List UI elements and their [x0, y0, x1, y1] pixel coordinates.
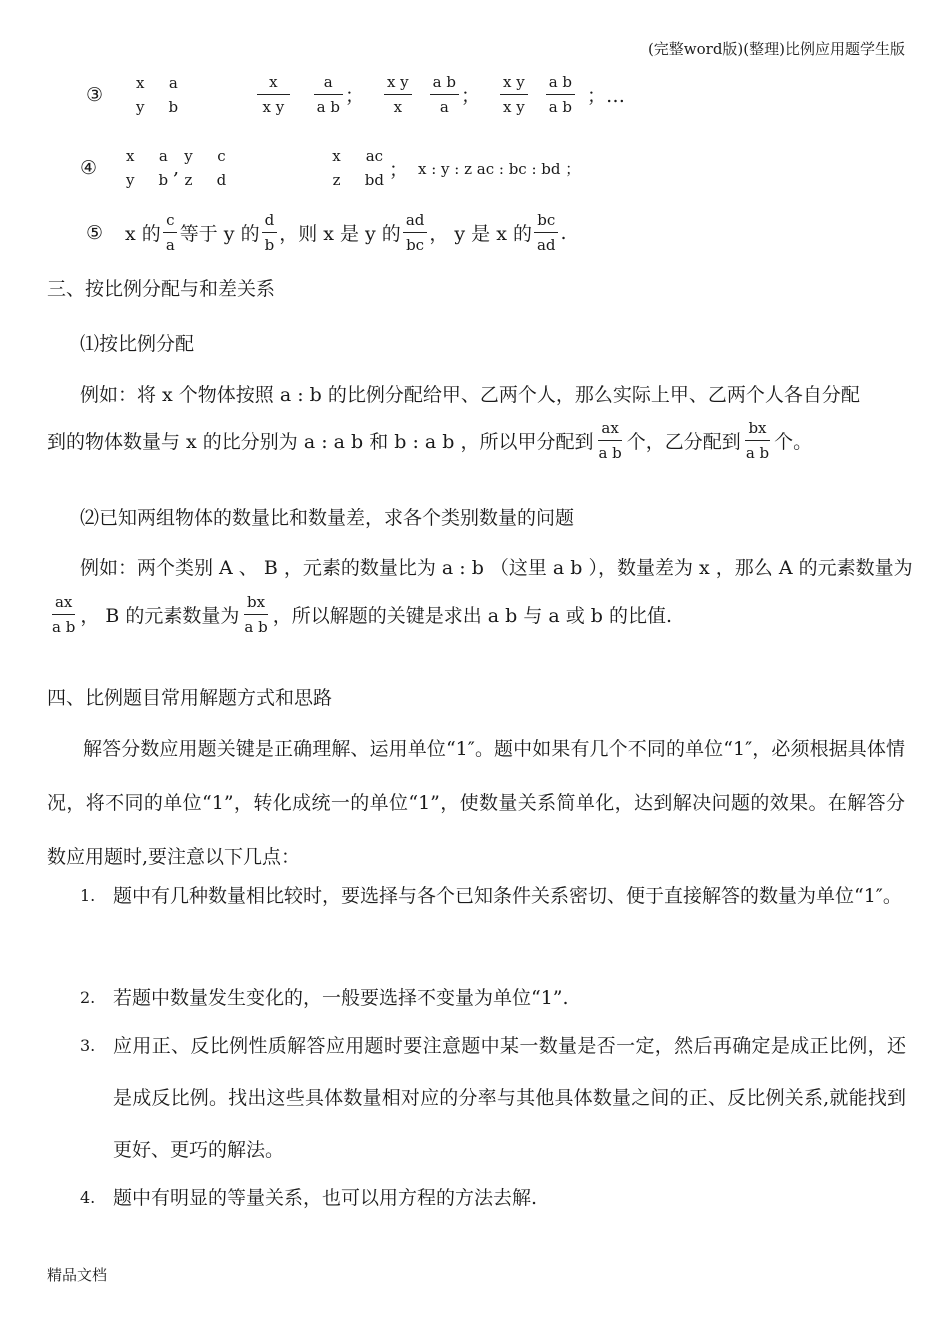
section-4-intro: 解答分数应用题关键是正确理解、运用单位“1″。题中如果有几个不同的单位“1″，必须根据具体情况，将不同的单位“1”，转化成统一的单位“1”，使数量关系简单化，达到解决问题的效果。在解答分数应用题时,要注意以下几点： [47, 738, 905, 868]
list-item [80, 972, 906, 1024]
text-segment: ， B 的元素数量为 [80, 605, 240, 628]
fraction: $\frac{x}{\text{x y}}$ [257, 72, 289, 118]
text-segment: . [560, 221, 567, 244]
fraction: x z [332, 147, 341, 190]
formula-row-4 [80, 146, 580, 191]
fraction: $\frac{ax}{\text{a b}}$ [52, 593, 76, 637]
fraction: c d [216, 147, 227, 190]
text-segment: 个，乙分配到 [626, 431, 741, 454]
list-number: 1. [80, 886, 96, 905]
example-2-line-1: 例如：两个类别 A 、 B ，元素的数量比为 a : b （这里 a b ），数量差为 x ，那么 A 的元素数量为 [80, 557, 913, 579]
page-header: (完整word版)(整理)比例应用题学生版 [647, 40, 905, 58]
fraction: ac bd [364, 147, 384, 190]
section-4-title: 四、比例题目常用解题方式和思路 [47, 687, 333, 709]
fraction: $\frac{bx}{\text{a b}}$ [244, 593, 268, 637]
example-1-line-2 [47, 418, 812, 464]
item-label: ④ [80, 157, 98, 180]
example-1-line-1: 例如：将 x 个物体按照 a : b 的比例分配给甲、乙两个人，那么实际上甲、乙两个人各自分配 [80, 384, 860, 406]
text-segment: 个。 [774, 431, 813, 454]
fraction: $\frac{a}{\text{a b}}$ [314, 72, 343, 118]
separator: ； [388, 158, 408, 181]
formula-row-3 [86, 72, 625, 118]
fraction: a b [158, 147, 169, 190]
fraction: y z [184, 147, 193, 190]
item-label: ⑤ [86, 221, 104, 244]
fraction: $\frac{\text{a b}}{a}$ [430, 72, 459, 118]
fraction: $\frac{\text{x y}}{x}$ [384, 72, 412, 118]
ellipsis: ；… [587, 85, 626, 108]
text-segment: x 的 [125, 223, 161, 246]
fraction: $\frac{d}{b}$ [262, 210, 278, 256]
text-segment: ，则 x 是 y 的 [279, 223, 401, 246]
comma: , [173, 157, 180, 180]
ratio-expression: x : y : z ac : bc : bd ； [417, 159, 581, 178]
text-segment: 到的物体数量与 x 的比分别为 a : a b 和 b : a b ，所以甲分配到 [47, 431, 594, 454]
list-text: 应用正、反比例性质解答应用题时要注意题中某一数量是否一定，然后再确定是成正比例，还是成反比例。找出这些具体数量相对应的分率与其他具体数量之间的正、反比例关系,就能找到更好、更巧的解法。 [113, 1035, 906, 1161]
fraction: $\frac{\text{x y}}{\text{x y}}$ [500, 72, 528, 118]
list-text: 题中有明显的等量关系，也可以用方程的方法去解. [113, 1187, 538, 1209]
example-2-line-2 [47, 592, 672, 638]
list-item [80, 1172, 906, 1224]
text-segment: ， y 是 x 的 [429, 223, 532, 246]
section-3-title: 三、按比例分配与和差关系 [47, 278, 276, 300]
page-footer: 精品文档 [47, 1266, 108, 1284]
subsection-1-title: ⑴按比例分配 [80, 333, 195, 355]
fraction: $\frac{\text{a b}}{\text{a b}}$ [546, 72, 575, 118]
fraction: $\frac{c}{a}$ [163, 210, 178, 256]
list-item [80, 1020, 906, 1176]
list-text: 若题中数量发生变化的，一般要选择不变量为单位“1”. [113, 987, 569, 1009]
list-number: 4. [80, 1188, 96, 1207]
fraction: $\frac{bc}{ad}$ [534, 210, 559, 256]
list-item [80, 870, 906, 922]
text-segment: 等于 y 的 [179, 223, 260, 246]
subsection-2-title: ⑵已知两组物体的数量比和数量差，求各个类别数量的问题 [80, 507, 575, 529]
fraction: x y [136, 73, 145, 116]
item-label: ③ [86, 83, 104, 106]
fraction: a b [168, 73, 179, 116]
fraction: $\frac{ax}{\text{a b}}$ [598, 419, 622, 463]
fraction: $\frac{ad}{bc}$ [403, 210, 428, 256]
fraction: x y [126, 147, 135, 190]
separator: ； [344, 85, 364, 108]
separator: ； [460, 85, 480, 108]
list-number: 2. [80, 988, 96, 1007]
list-text: 题中有几种数量相比较时，要选择与各个已知条件关系密切、便于直接解答的数量为单位“1″。 [113, 885, 902, 907]
formula-row-5 [86, 210, 567, 256]
list-number: 3. [80, 1036, 96, 1055]
text-segment: ，所以解题的关键是求出 a b 与 a 或 b 的比值. [272, 605, 673, 628]
fraction: $\frac{bx}{\text{a b}}$ [745, 419, 770, 463]
